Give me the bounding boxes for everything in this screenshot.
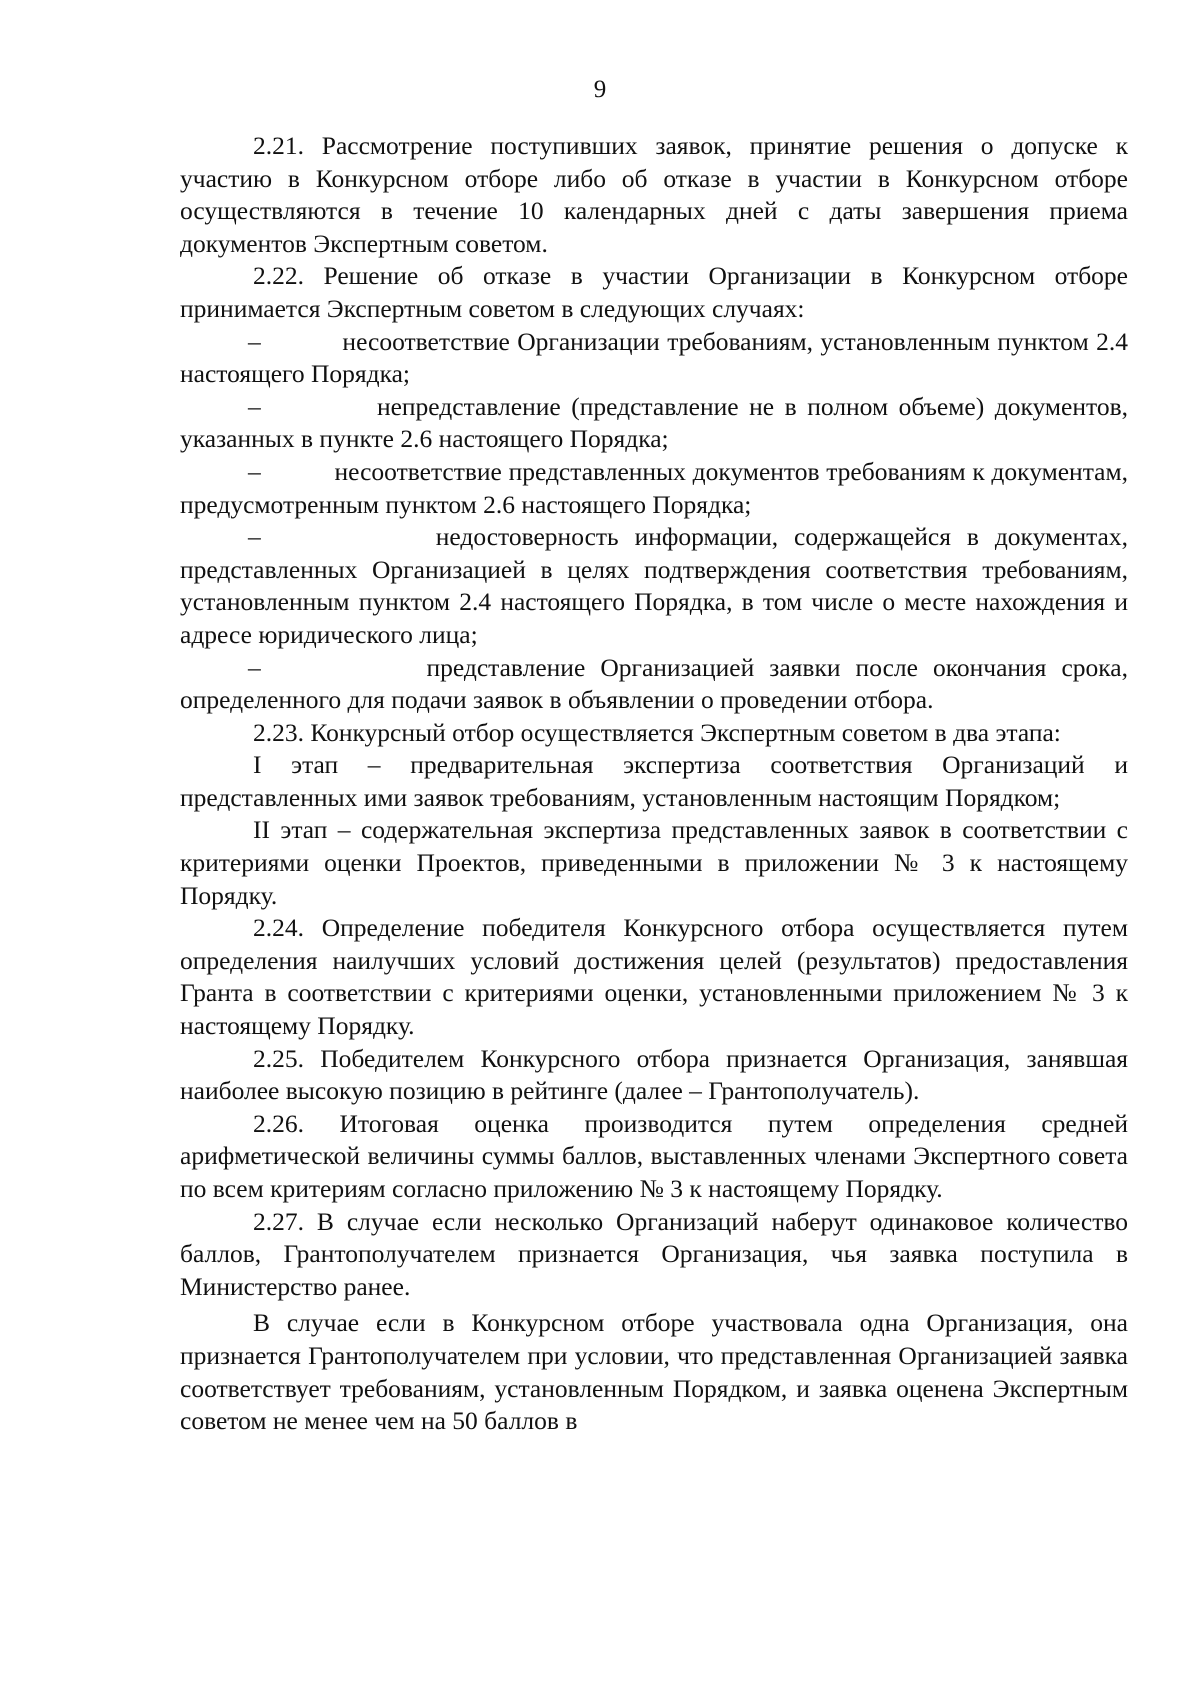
stage-one-paragraph: I этап – предварительная экспертиза соответствия Организаций и представленных ими заявок требованиям, установленным настоящим Порядком; — [180, 750, 1128, 812]
list-item: – несоответствие представленных документов требованиям к документам, предусмотренным пунктом 2.6 настоящего Порядка; — [180, 456, 1128, 519]
list-item: – непредставление (представление не в полном объеме) документов, указанных в пункте 2.6 настоящего Порядка; — [180, 391, 1128, 454]
list-item: – представление Организацией заявки после окончания срока, определенного для подачи заявок в объявлении о проведении отбора. — [180, 652, 1128, 715]
single-organization-paragraph: В случае если в Конкурсном отборе участвовала одна Организация, она признается Грантополучателем при условии, что представленная Организацией заявка соответствует требованиям, установленным Порядком, и заявка оценена Экспертным советом не менее чем на 50 баллов в — [180, 1308, 1128, 1436]
paragraph-2-25: 2.25. Победителем Конкурсного отбора признается Организация, занявшая наиболее высокую позицию в рейтинге (далее – Грантополучатель). — [180, 1043, 1128, 1106]
stage-two-paragraph: II этап – содержательная экспертиза представленных заявок в соответствии с критериями оценки Проектов, приведенными в приложении № 3 к настоящему Порядку. — [180, 815, 1128, 910]
list-item: – недостоверность информации, содержащейся в документах, представленных Организацией в целях подтверждения соответствия требованиям, установленным пунктом 2.4 настоящего Порядка, в том числе о месте нахождения и адресе юридического лица; — [180, 522, 1128, 649]
paragraph-2-21: 2.21. Рассмотрение поступивших заявок, принятие решения о допуске к участию в Конкурсном отборе либо об отказе в участии в Конкурсном отборе осуществляются в течение 10 календарных дней с даты завершения приема документов Экспертным советом. — [180, 131, 1128, 258]
paragraph-2-23: 2.23. Конкурсный отбор осуществляется Экспертным советом в два этапа: — [253, 717, 1061, 747]
paragraph-2-24: 2.24. Определение победителя Конкурсного отбора осуществляется путем определения наилучших условий достижения целей (результатов) предоставления Гранта в соответствии с критериями оценки, установленными приложением № 3 к настоящему Порядку. — [180, 913, 1128, 1041]
page-number: 9 — [593, 76, 607, 103]
document-body — [180, 130, 1128, 1438]
paragraph-2-26: 2.26. Итоговая оценка производится путем определения средней арифметической величины суммы баллов, выставленных членами Экспертного совета по всем критериям согласно приложению № 3 к настоящему Порядку. — [180, 1108, 1128, 1203]
paragraph-2-27: 2.27. В случае если несколько Организаций наберут одинаковое количество баллов, Грантополучателем признается Организация, чья заявка поступила в Министерство ранее. — [180, 1206, 1128, 1301]
list-item: – несоответствие Организации требованиям, установленным пунктом 2.4 настоящего Порядка; — [180, 326, 1128, 389]
paragraph-2-22: 2.22. Решение об отказе в участии Организации в Конкурсном отборе принимается Экспертным советом в следующих случаях: — [180, 261, 1128, 323]
